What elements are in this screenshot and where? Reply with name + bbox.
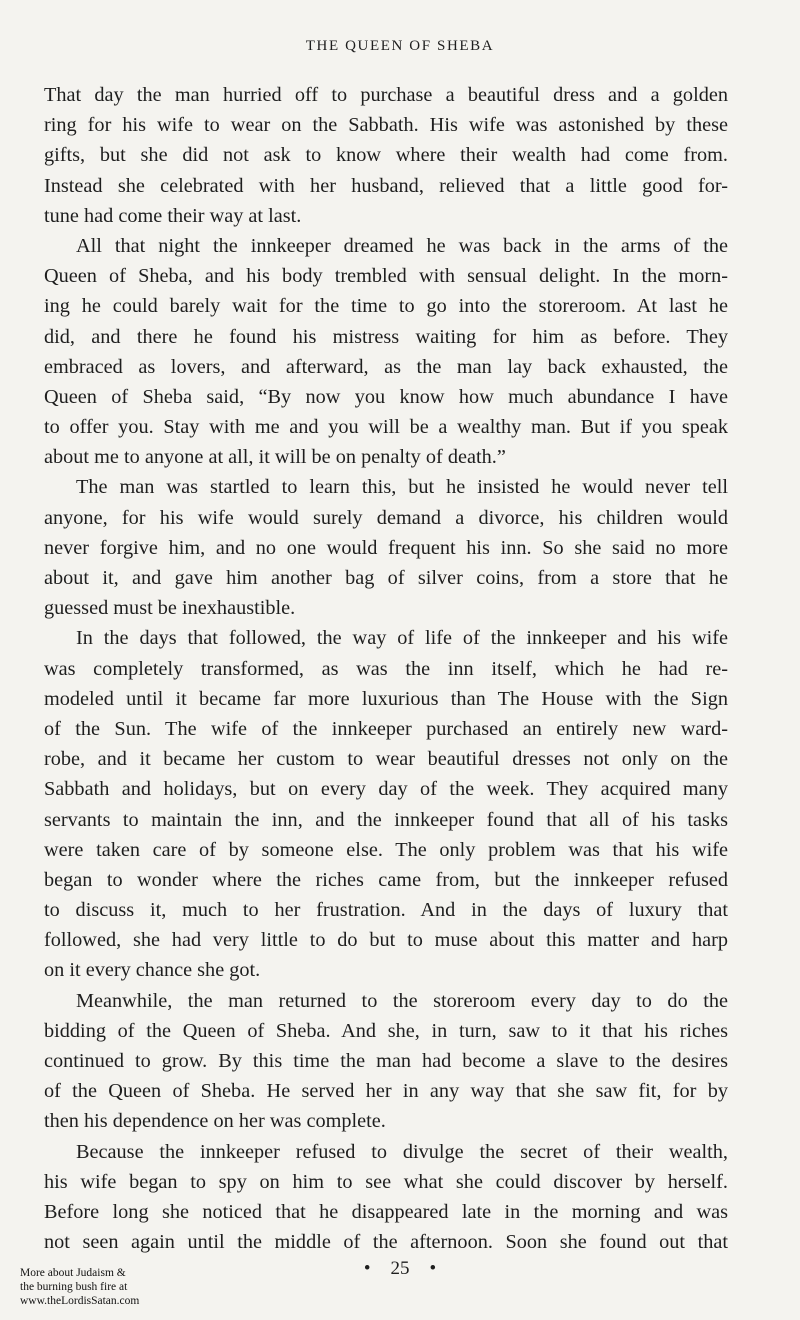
text-line: about me to anyone at all, it will be on penalty of death.” [44, 446, 506, 469]
text-line: then his dependence on her was complete. [44, 1110, 386, 1133]
text-line: never forgive him, and no one would frequent his inn. So she said no more [44, 536, 728, 559]
text-line: ring for his wife to wear on the Sabbath. His wife was astonished by these [44, 114, 728, 137]
watermark-line: More about Judaism & [20, 1267, 126, 1279]
paragraph [44, 472, 728, 623]
text-line: Because the innkeeper refused to divulge the secret of their wealth, [76, 1140, 728, 1163]
text-line: modeled until it became far more luxurious than The House with the Sign [44, 687, 728, 710]
paragraph [44, 1137, 728, 1258]
text-line: of the Sun. The wife of the innkeeper purchased an entirely new ward- [44, 717, 728, 740]
paragraph [44, 623, 728, 985]
text-line: were taken care of by someone else. The only problem was that his wife [44, 838, 728, 861]
text-line: Meanwhile, the man returned to the storeroom every day to do the [76, 989, 728, 1012]
text-line: guessed must be inexhaustible. [44, 597, 296, 620]
text-line: to discuss it, much to her frustration. And in the days of luxury that [44, 899, 728, 922]
paragraph [44, 80, 728, 231]
paragraph [44, 986, 728, 1137]
watermark-line: the burning bush fire at [20, 1281, 128, 1293]
text-line: on it every chance she got. [44, 959, 261, 982]
page-number-dot-right: • [429, 1258, 437, 1279]
text-line: tune had come their way at last. [44, 204, 302, 227]
watermark-note [20, 1266, 139, 1308]
text-line: Queen of Sheba said, “By now you know how much abundance I have [44, 385, 728, 408]
text-line: his wife began to spy on him to see what she could discover by herself. [44, 1170, 728, 1193]
text-line: continued to grow. By this time the man had become a slave to the desires [44, 1050, 728, 1072]
text-line: of the Queen of Sheba. He served her in any way that she saw fit, for by [44, 1080, 728, 1103]
text-line: Instead she celebrated with her husband, relieved that a little good for- [44, 174, 728, 197]
text-line: bidding of the Queen of Sheba. And she, in turn, saw to it that his riches [44, 1019, 728, 1042]
text-line: embraced as lovers, and afterward, as the man lay back exhausted, the [44, 355, 728, 378]
text-line: servants to maintain the inn, and the innkeeper found that all of his tasks [44, 808, 728, 831]
text-line: not seen again until the middle of the afternoon. Soon she found out that [44, 1231, 728, 1254]
text-line: did, and there he found his mistress waiting for him as before. They [44, 325, 728, 348]
text-line: followed, she had very little to do but to muse about this matter and harp [44, 929, 728, 952]
text-line: All that night the innkeeper dreamed he was back in the arms of the [76, 234, 728, 257]
text-line: about it, and gave him another bag of silver coins, from a store that he [44, 567, 728, 589]
watermark-line: www.theLordisSatan.com [20, 1295, 140, 1307]
text-line: gifts, but she did not ask to know where their wealth had come from. [44, 144, 728, 167]
text-line: anyone, for his wife would surely demand a divorce, his children would [44, 506, 728, 529]
body-text [44, 80, 728, 1257]
text-line: to offer you. Stay with me and you will be a wealthy man. But if you speak [44, 416, 728, 439]
text-line: ing he could barely wait for the time to go into the storeroom. At last he [44, 295, 728, 318]
text-line: began to wonder where the riches came from, but the innkeeper refused [44, 868, 728, 891]
page-number-dot-left: • [363, 1258, 371, 1279]
text-line: robe, and it became her custom to wear beautiful dresses not only on the [44, 748, 728, 771]
text-line: Sabbath and holidays, but on every day of the week. They acquired many [44, 778, 728, 801]
text-line: That day the man hurried off to purchase a beautiful dress and a golden [44, 84, 728, 106]
paragraph [44, 231, 728, 473]
running-header: THE QUEEN OF SHEBA [305, 38, 495, 54]
text-line: In the days that followed, the way of life of the innkeeper and his wife [76, 627, 728, 650]
text-line: The man was startled to learn this, but he insisted he would never tell [76, 476, 728, 499]
text-line: Queen of Sheba, and his body trembled with sensual delight. In the morn- [44, 265, 728, 288]
page-number: 25 [390, 1258, 410, 1279]
text-line: Before long she noticed that he disappeared late in the morning and was [44, 1200, 728, 1223]
text-line: was completely transformed, as was the inn itself, which he had re- [44, 657, 728, 680]
